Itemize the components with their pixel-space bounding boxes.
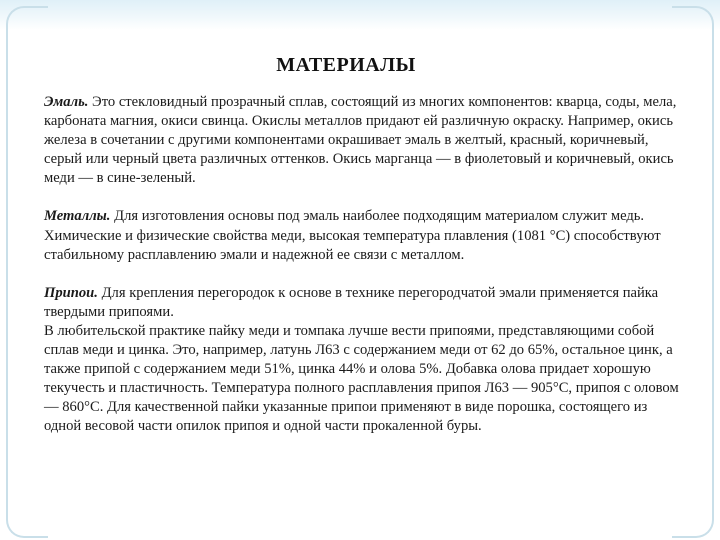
slide-title: МАТЕРИАЛЫ [276, 54, 416, 76]
paragraph-solders-text [44, 284, 684, 322]
solders-description: Для крепления перегородок к основе в технике перегородчатой эмали применяется пайка твердыми припоями. [44, 284, 659, 320]
paragraph-metals-text [44, 207, 684, 264]
metals-description: Для изготовления основы под эмаль наиболее подходящим материалом служит медь. Химические и физические свойства меди, высокая температура плавления (1081 °С) способствуют стабильному расплавлению эмали и надежной ее связи с металлом. [44, 208, 661, 263]
top-gradient-band [0, 0, 720, 30]
paragraph-solders [44, 284, 684, 437]
paragraph-enamel [44, 93, 684, 188]
paragraph-enamel-text [44, 93, 684, 188]
term-enamel: Эмаль. [44, 94, 89, 110]
term-metals: Металлы. [44, 208, 111, 225]
left-frame-border [6, 6, 48, 538]
term-solders: Припои. [44, 284, 98, 301]
enamel-description: Это стекловидный прозрачный сплав, состоящий из многих компонентов: кварца, соды, мела, карбоната магния, окиси свинца. Окислы металлов придают ей различную окраску. Например, окись железа в сочетании с другими компонентами окрашивает эмаль в желтый, красный, коричневый, серый или черный цвета различных оттенков. Окись марганца — в фиолетовый и коричневый, окись меди — в сине-зеленый. [44, 94, 677, 187]
paragraph-metals [44, 207, 684, 264]
solders-continuation: В любительской практике пайку меди и томпака лучше вести припоями, представляющими собой сплав меди и цинка. Это, например, латунь Л63 с содержанием меди от 62 до 65%, остальное цинк, а также припой с содержанием меди 51%, цинка 44% и олова 5%. Добавка олова придает хорошую текучесть и пластичность. Температура полного расплавления припоя Л63 — 905°С, припоя с оловом — 860°С. Для качественной пайки указанные припои применяют в виде порошка, состоящего из одной весовой части опилок припоя и одной части прокаленной буры. [44, 322, 679, 435]
slide-body [44, 93, 684, 456]
